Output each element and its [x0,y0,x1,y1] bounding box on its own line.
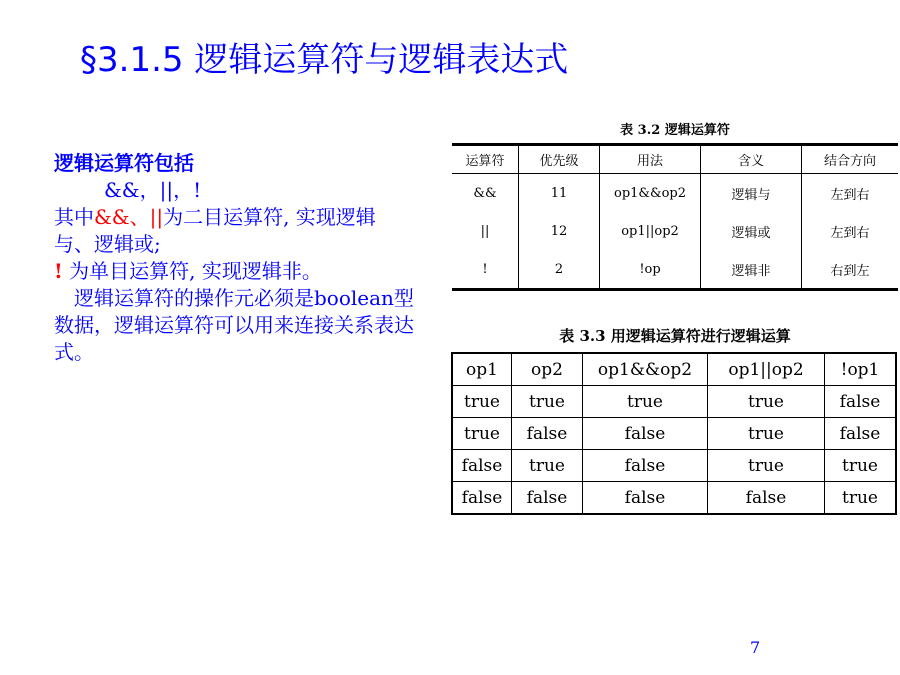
logic-operation-truth-table [451,352,897,515]
binary-note-text: 为二目运算符, 实现逻辑与、逻辑或; [54,205,376,256]
table-cell: false [583,450,708,482]
header-cell: 含义 [701,145,802,174]
table-cell: 2 [519,250,600,290]
not-operator-mark: ! [54,259,63,283]
table-cell: false [825,386,897,418]
table-row [452,482,896,515]
table-cell: true [708,450,825,482]
table-cell: false [708,482,825,515]
header-cell: 优先级 [519,145,600,174]
header-cell: 结合方向 [802,145,899,174]
header-cell: op1||op2 [708,353,825,386]
logic-operators-table [452,143,898,291]
table-row [452,386,896,418]
binary-note-prefix: 其中 [54,205,94,229]
unary-note-text: 为单目运算符, 实现逻辑非。 [62,259,322,283]
table-cell: true [708,386,825,418]
table-cell: true [452,386,512,418]
table-row [452,450,896,482]
header-cell: 用法 [600,145,701,174]
table-cell: true [825,450,897,482]
table-cell: 12 [519,212,600,250]
table-cell: ! [482,261,488,277]
operators-heading: 逻辑运算符包括 [54,151,194,175]
table-cell: false [512,418,583,450]
table-cell: true [825,482,897,515]
table-row [452,212,898,250]
table-3-3-caption: 表 3.3 用逻辑运算符进行逻辑运算 [559,327,791,345]
binary-operators-note [54,204,414,258]
table-3-2-caption: 表 3.2 逻辑运算符 [620,123,730,138]
table-cell: 右到左 [802,250,899,290]
header-cell: op2 [512,353,583,386]
operators-list: &&，||，! [104,178,202,202]
table-cell: op1&&op2 [600,174,701,213]
table-cell: false [452,450,512,482]
table-cell: 11 [519,174,600,213]
table-cell: 左到右 [802,174,899,213]
table-cell: false [825,418,897,450]
page-number: 7 [750,638,761,657]
table-cell: 逻辑或 [701,212,802,250]
table-cell: false [583,418,708,450]
table-row [452,174,898,213]
unary-operator-note [54,258,414,285]
table-cell: true [452,418,512,450]
table-cell: true [583,386,708,418]
header-cell: op1&&op2 [583,353,708,386]
header-cell: op1 [452,353,512,386]
header-cell: !op1 [825,353,897,386]
table-cell: false [583,482,708,515]
table-row [452,418,896,450]
table-header-row [452,353,896,386]
table-cell: !op [600,250,701,290]
table-cell: true [708,418,825,450]
table-cell: true [512,450,583,482]
table-row [452,250,898,290]
operand-note: 逻辑运算符的操作元必须是boolean型数据，逻辑运算符可以用来连接关系表达式。 [54,286,414,364]
table-cell: true [512,386,583,418]
body-text [54,150,414,366]
table-cell: 左到右 [802,212,899,250]
table-cell: op1||op2 [600,212,701,250]
slide-title: §3.1.5 逻辑运算符与逻辑表达式 [80,40,569,80]
table-cell: && [473,185,497,201]
table-cell: || [480,223,490,239]
binary-ops-highlight: &&、|| [94,205,164,229]
table-cell: false [512,482,583,515]
table-cell: false [452,482,512,515]
header-cell: 运算符 [452,145,519,174]
table-header-row [452,145,898,174]
table-cell: 逻辑与 [701,174,802,213]
table-cell: 逻辑非 [701,250,802,290]
